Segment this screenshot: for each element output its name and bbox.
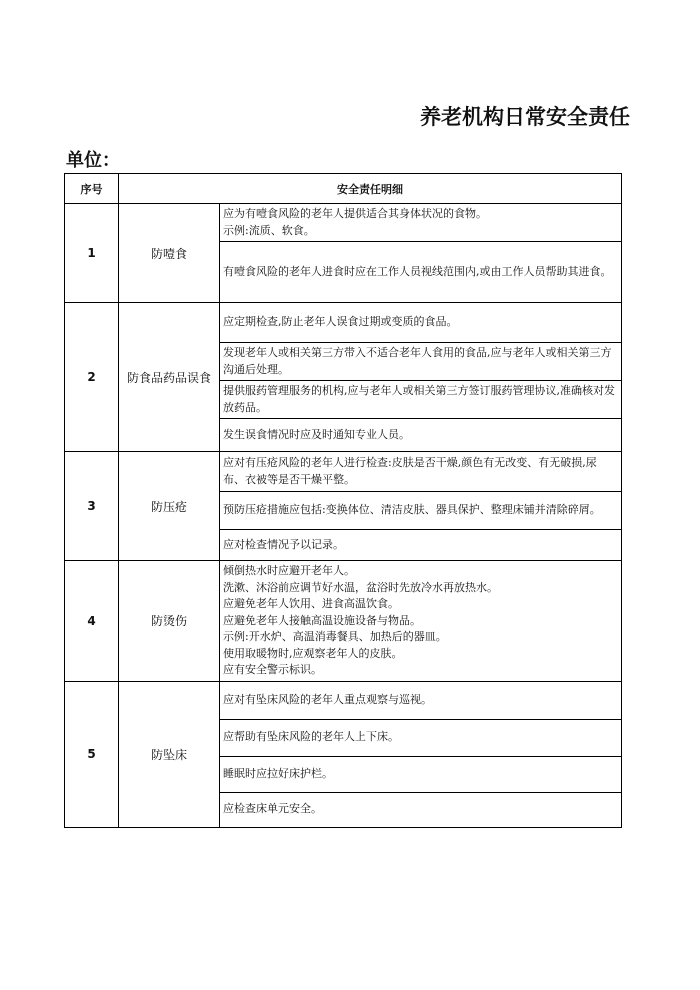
- unit-label: 单位：: [66, 150, 120, 171]
- table-row: [65, 303, 622, 343]
- category-cell: 防食品药品误食: [119, 303, 220, 452]
- table-row: [65, 561, 622, 682]
- detail-cell: 发生误食情况时应及时通知专业人员。: [220, 419, 622, 452]
- detail-cell: 应对检查情况予以记录。: [220, 530, 622, 561]
- detail-cell: 睡眠时应拉好床护栏。: [220, 756, 622, 792]
- safety-responsibility-table: [64, 173, 622, 828]
- row-number: 1: [65, 204, 119, 303]
- table-row: [65, 204, 622, 242]
- header-responsibility-details: 安全责任明细: [119, 174, 622, 204]
- category-cell: 防烫伤: [119, 561, 220, 682]
- row-number: 5: [65, 681, 119, 827]
- detail-cell: 应对有压疮风险的老年人进行检查:皮肤是否干燥,颜色有无改变、有无破损,尿布、衣被等是否干燥平整。: [220, 452, 622, 492]
- detail-cell: 应检查床单元安全。: [220, 792, 622, 827]
- detail-cell: 预防压疮措施应包括:变换体位、清洁皮肤、器具保护、整理床铺并清除碎屑。: [220, 492, 622, 530]
- detail-cell: 应帮助有坠床风险的老年人上下床。: [220, 719, 622, 756]
- table-row: [65, 681, 622, 719]
- detail-cell: 提供服药管理服务的机构,应与老年人或相关第三方签订服药管理协议,准确核对发放药品。: [220, 381, 622, 419]
- detail-cell: 应为有噎食风险的老年人提供适合其身体状况的食物。 示例:流质、软食。: [220, 204, 622, 242]
- row-number: 3: [65, 452, 119, 561]
- detail-cell: 应定期检查,防止老年人误食过期或变质的食品。: [220, 303, 622, 343]
- category-cell: 防压疮: [119, 452, 220, 561]
- detail-cell: 有噎食风险的老年人进食时应在工作人员视线范围内,或由工作人员帮助其进食。: [220, 242, 622, 303]
- table-header-row: [65, 174, 622, 204]
- row-number: 4: [65, 561, 119, 682]
- table-row: [65, 452, 622, 492]
- category-cell: 防噎食: [119, 204, 220, 303]
- header-serial-number: 序号: [65, 174, 119, 204]
- row-number: 2: [65, 303, 119, 452]
- document-title: 养老机构日常安全责任: [420, 105, 630, 129]
- detail-cell: 应对有坠床风险的老年人重点观察与巡视。: [220, 681, 622, 719]
- detail-cell: 倾倒热水时应避开老年人。 洗漱、沐浴前应调节好水温，盆浴时先放冷水再放热水。 应避免老年人饮用、进食高温饮食。 应避免老年人接触高温设施设备与物品。 示例:开水炉、高温消毒餐具、加热后的器皿。 使用取暖物时,应观察老年人的皮肤。 应有安全警示标识。: [220, 561, 622, 682]
- category-cell: 防坠床: [119, 681, 220, 827]
- detail-cell: 发现老年人或相关第三方带入不适合老年人食用的食品,应与老年人或相关第三方沟通后处理。: [220, 343, 622, 381]
